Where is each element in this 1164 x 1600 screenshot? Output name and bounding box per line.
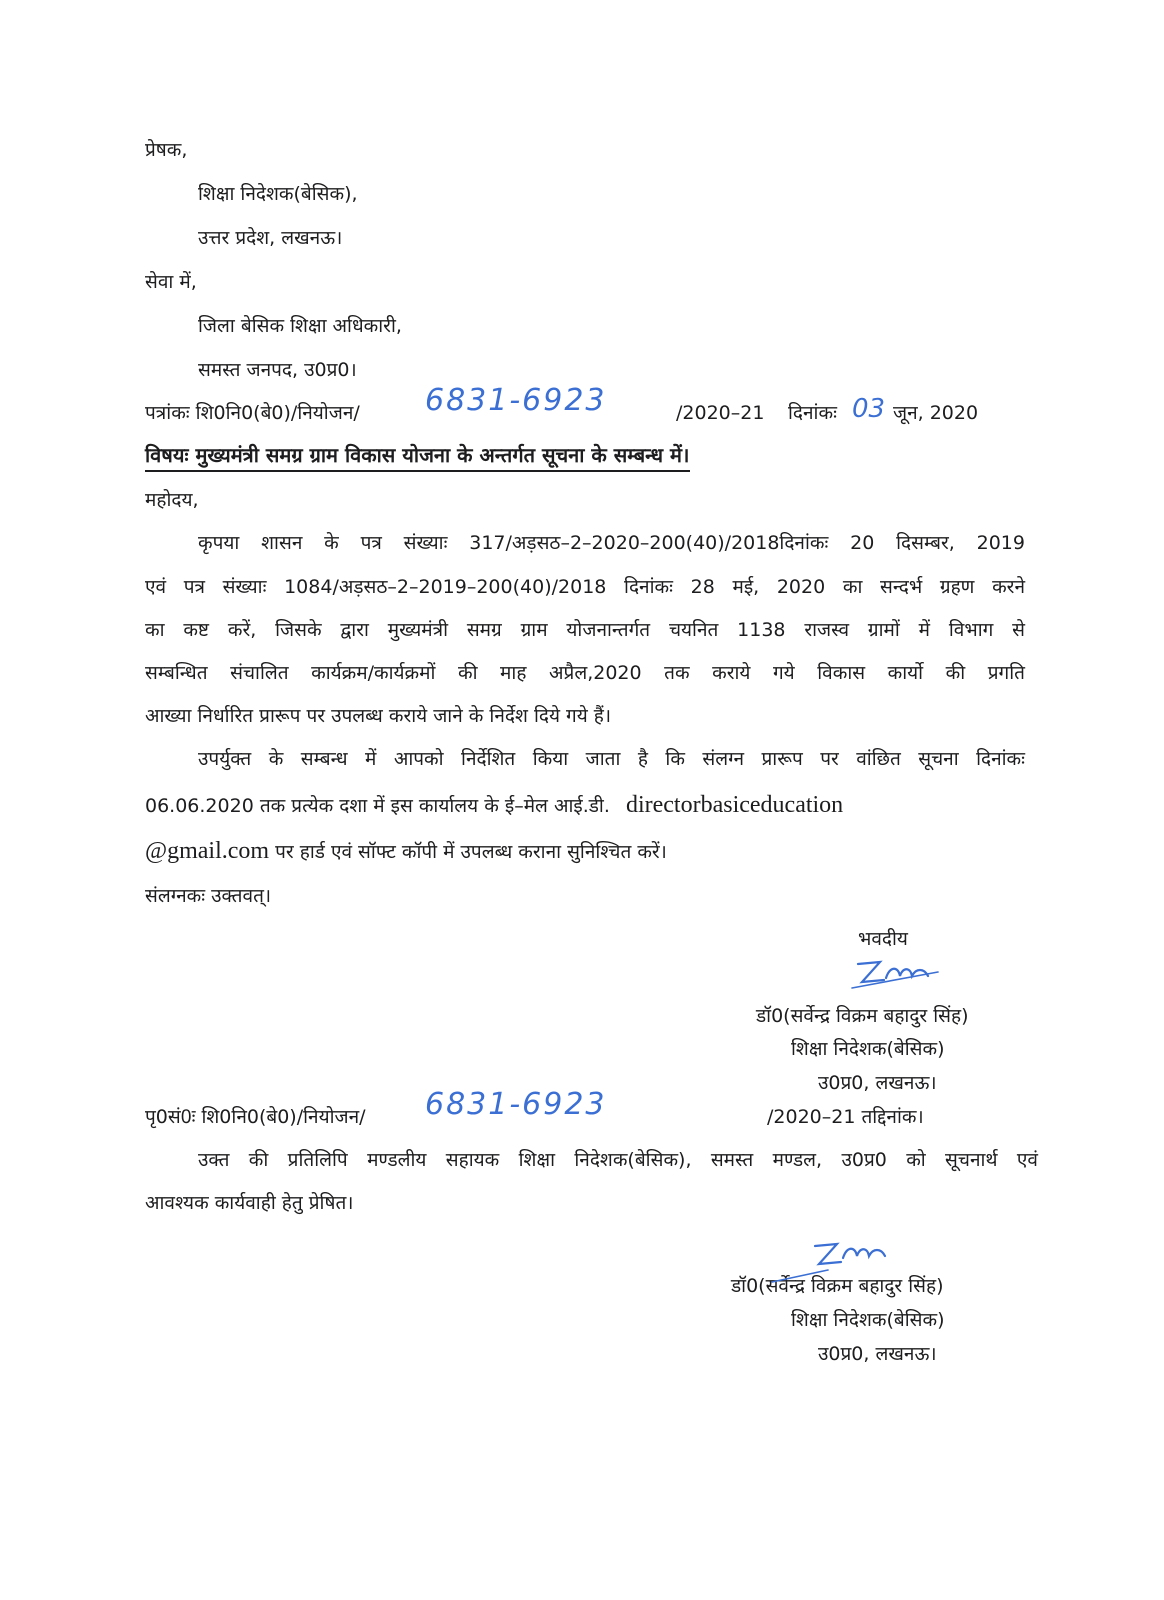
endorsement-line-1: उक्त की प्रतिलिपि मण्डलीय सहायक शिक्षा निदेशक(बेसिक), समस्त मण्डल, उ0प्र0 को सूचनार्थ एवं <box>198 1149 1038 1171</box>
closing: भवदीय <box>858 928 908 950</box>
para1-line-1: कृपया शासन के पत्र संख्याः 317/अड़सठ–2–2020–200(40)/2018दिनांकः 20 दिसम्बर, 2019 <box>198 532 1025 554</box>
sender-designation: शिक्षा निदेशक(बेसिक), <box>198 183 358 205</box>
endorsement-year-date: /2020–21 तद्दिनांक। <box>767 1106 924 1128</box>
para2-line-2 <box>145 792 843 819</box>
reference-year: /2020–21 <box>676 402 765 424</box>
signature-1-designation: शिक्षा निदेशक(बेसिक) <box>791 1038 945 1060</box>
sender-location: उत्तर प्रदेश, लखनऊ। <box>198 227 343 249</box>
signature-2-name: डॉ0(सर्वेन्द्र विक्रम बहादुर सिंह) <box>731 1275 944 1297</box>
para2-line-3-text: पर हार्ड एवं सॉफ्ट कॉपी में उपलब्ध कराना सुनिश्चित करें। <box>275 841 667 863</box>
signature-1-location: उ0प्र0, लखनऊ। <box>818 1072 937 1094</box>
recipient-location: समस्त जनपद, उ0प्र0। <box>198 359 357 381</box>
recipient-label: सेवा में, <box>145 271 197 293</box>
para1-line-4: सम्बन्धित संचालित कार्यक्रम/कार्यक्रमों की माह अप्रैल,2020 तक कराये गये विकास कार्यो की प्रगति <box>145 662 1025 684</box>
reference-date-day: 03 <box>852 394 886 424</box>
sender-label: प्रेषक, <box>145 139 188 161</box>
signature-2-pen-stroke-icon <box>770 1266 830 1286</box>
endorsement-number-handwritten: 6831-6923 <box>425 1087 607 1122</box>
recipient-designation: जिला बेसिक शिक्षा अधिकारी, <box>198 315 402 337</box>
reference-prefix: पत्रांकः शि0नि0(बे0)/नियोजन/ <box>145 402 360 424</box>
email-part-2: @gmail.com <box>145 838 270 864</box>
para1-line-5: आख्या निर्धारित प्रारूप पर उपलब्ध कराये जाने के निर्देश दिये गये हैं। <box>145 705 612 727</box>
reference-date-rest: जून, 2020 <box>893 402 979 424</box>
endorsement-line-2: आवश्यक कार्यवाही हेतु प्रेषित। <box>145 1192 354 1214</box>
email-part-1: directorbasiceducation <box>625 792 844 818</box>
enclosure: संलग्नकः उक्तवत्। <box>145 885 272 907</box>
para2-line-1: उपर्युक्त के सम्बन्ध में आपको निर्देशित किया जाता है कि संलग्न प्रारूप पर वांछित सूचना दिनांकः <box>198 748 1025 770</box>
para1-line-3: का कष्ट करें, जिसके द्वारा मुख्यमंत्री समग्र ग्राम योजनान्तर्गत चयनित 1138 राजस्व ग्रामों में विभाग से <box>145 619 1025 641</box>
reference-date-label: दिनांकः <box>788 402 837 424</box>
para1-line-2: एवं पत्र संख्याः 1084/अड़सठ–2–2019–200(40)/2018 दिनांकः 28 मई, 2020 का सन्दर्भ ग्रहण करने <box>145 576 1025 598</box>
para2-line-2-text: 06.06.2020 तक प्रत्येक दशा में इस कार्यालय के ई–मेल आई.डी. <box>145 795 610 817</box>
salutation: महोदय, <box>145 489 199 511</box>
signature-1-name: डॉ0(सर्वेन्द्र विक्रम बहादुर सिंह) <box>756 1005 969 1027</box>
para2-line-3 <box>145 838 667 865</box>
signature-2-location: उ0प्र0, लखनऊ। <box>818 1343 937 1365</box>
reference-number-handwritten: 6831-6923 <box>425 383 607 418</box>
signature-1-scribble-icon <box>850 952 940 992</box>
signature-2-designation: शिक्षा निदेशक(बेसिक) <box>791 1309 945 1331</box>
endorsement-prefix: पृ0सं0ः शि0नि0(बे0)/नियोजन/ <box>145 1106 366 1128</box>
subject-line: विषयः मुख्यमंत्री समग्र ग्राम विकास योजना के अन्तर्गत सूचना के सम्बन्ध में। <box>145 441 690 472</box>
